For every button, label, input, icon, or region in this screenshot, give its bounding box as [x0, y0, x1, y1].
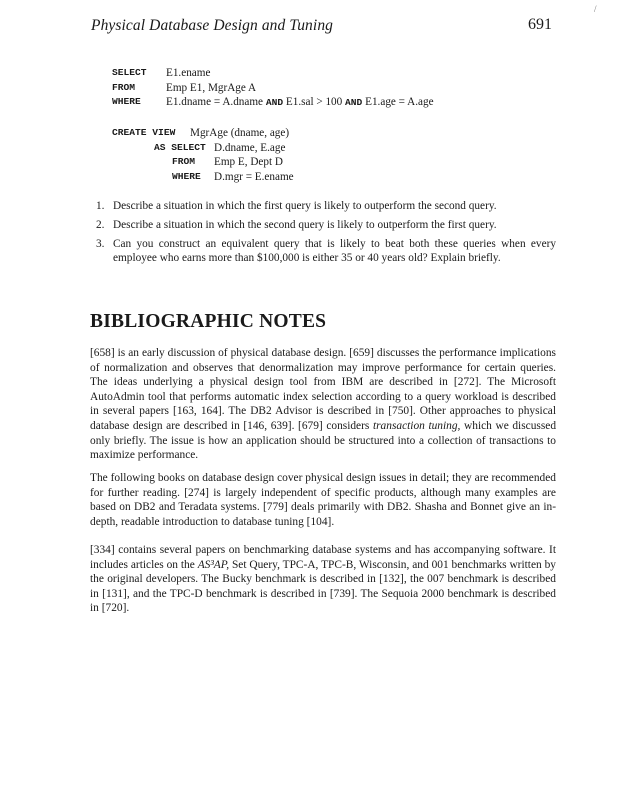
question-number: 2. [96, 219, 105, 231]
view-definition: MgrAge (dname, age) [190, 127, 290, 139]
and-keyword: AND [265, 97, 284, 108]
create-view-keyword: CREATE VIEW [112, 127, 176, 138]
page-number: 691 [528, 16, 552, 33]
select-list: E1.ename [166, 67, 211, 79]
query-2 [112, 126, 552, 184]
paragraph-text: [658] is an early discussion of physical database design. [659] discusses the performance implications of normalization and observes that denormalization may improve performance for certain queries. The ideas underlying a physical design tool from IBM are described in [272]. The Microsoft AutoAdmin tool that performs automatic index selection according to a query workload is described in several papers [163, 164]. The DB2 Advisor is described in [750]. Other approaches to physical database design are described in [146, 639]. [679] considers [90, 347, 556, 432]
question-number: 3. [96, 238, 105, 250]
create-view-line [112, 126, 552, 141]
view-from-line [112, 155, 552, 170]
emphasized-term: transaction tuning, [372, 419, 461, 432]
bib-paragraph-2 [90, 471, 556, 529]
paragraph-text: Set Query, TPC-A, TPC-B, Wisconsin, and 001 benchmarks written by the original developers. The Bucky benchmark is described in [132], the 007 benchmark is described in [131], and the TPC-D benchmark is described in [739]. The Sequoia 2000 benchmark is described in [720]. [90, 558, 556, 615]
question-text: Describe a situation in which the second query is likely to outperform the first query. [113, 219, 497, 231]
from-keyword: FROM [172, 156, 196, 167]
where-condition-2: E1.sal > 100 [285, 96, 343, 108]
query-1-from-line [112, 81, 552, 96]
where-keyword: WHERE [172, 170, 201, 182]
where-clause [166, 95, 434, 111]
query-1-where-line [112, 95, 552, 110]
bib-paragraph-1 [90, 346, 556, 463]
section-heading: BIBLIOGRAPHIC NOTES [90, 311, 327, 332]
question-item [96, 199, 556, 213]
where-condition-1: E1.dname = A.dname [166, 96, 264, 108]
and-keyword: AND [345, 97, 363, 108]
from-keyword: FROM [112, 81, 136, 93]
question-number: 1. [96, 200, 105, 212]
view-where-clause: D.mgr = E.ename [214, 170, 294, 183]
as-select-line [112, 141, 552, 156]
exercise-questions [96, 199, 556, 270]
from-list: Emp E1, MgrAge A [166, 81, 257, 94]
view-from-list: Emp E, Dept D [214, 156, 283, 168]
bib-paragraph-3 [90, 543, 556, 616]
running-head: Physical Database Design and Tuning [91, 17, 334, 34]
corner-mark: / [594, 4, 597, 14]
benchmark-name: AS³AP, [197, 558, 230, 571]
where-condition-3: E1.age = A.age [365, 96, 434, 108]
paragraph-text: which we discussed only briefly. The issue is how an application should be structured into a collection of transactions to maximize performance. [90, 419, 557, 462]
question-item [96, 237, 556, 265]
question-text: Describe a situation in which the first query is likely to outperform the second query. [113, 200, 497, 212]
view-where-line [112, 170, 552, 185]
select-keyword: SELECT [112, 67, 147, 78]
paragraph-text: The following books on database design cover physical design issues in detail; they are recommended for further reading. [274] is largely independent of specific products, although many examples are based on DB2 and Teradata systems. [779] deals primarily with DB2. Shasha and Bonnet give an in-depth, readable introduction to database tuning [104]. [90, 472, 556, 528]
where-keyword: WHERE [112, 96, 141, 107]
question-item [96, 218, 556, 232]
query-1-select-line [112, 66, 552, 81]
paragraph-text: [334] contains several papers on benchmarking database systems and has accompanying software. It includes articles on the [90, 544, 556, 571]
question-text: Can you construct an equivalent query that is likely to beat both these queries when every employee who earns more than $100,000 is either 35 or 40 years old? Explain briefly. [113, 238, 556, 264]
view-select-list: D.dname, E.age [214, 141, 286, 154]
query-1 [112, 66, 552, 110]
as-select-keyword: AS SELECT [154, 141, 206, 153]
